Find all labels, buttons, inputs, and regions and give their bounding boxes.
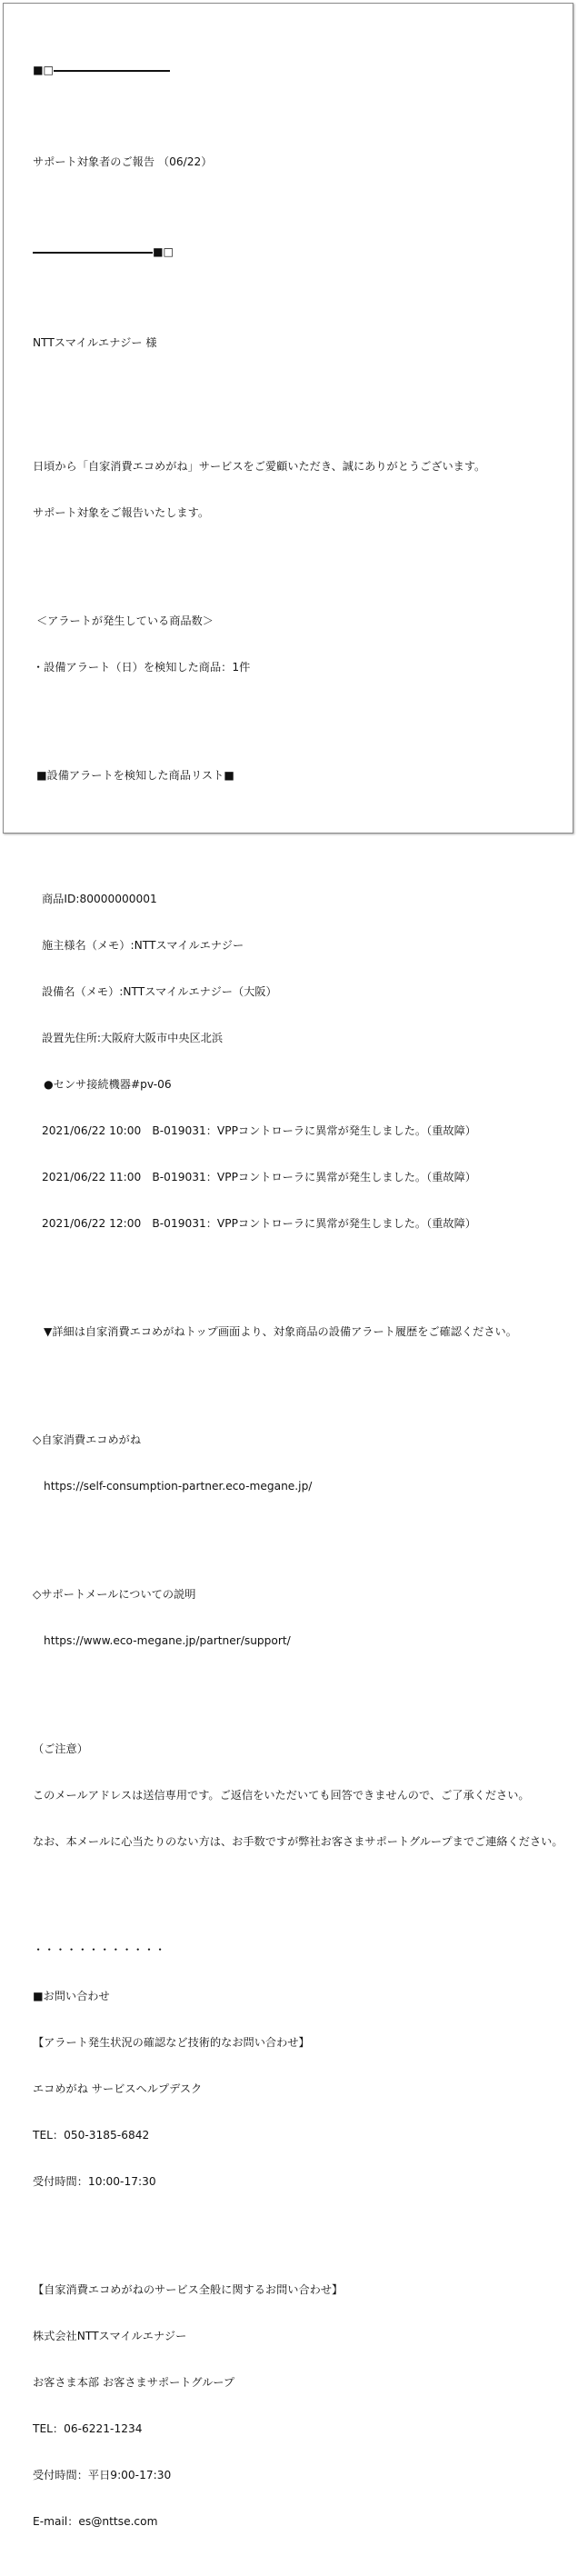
alert-count-heading: ＜アラートが発生している商品数＞ bbox=[36, 614, 214, 627]
alert-entry: 2021/06/22 11:00 B-019031：VPPコントローラに異常が発生しました。（重故障） bbox=[42, 1171, 476, 1183]
email-subject: サポート対象者のご報告 （06/22） bbox=[33, 155, 213, 168]
service-url-link[interactable]: https://self-consumption-partner.eco-megane.jp/ bbox=[44, 1480, 313, 1493]
service-link-label: ◇自家消費エコめがね bbox=[33, 1433, 142, 1446]
alert-entry: 2021/06/22 10:00 B-019031：VPPコントローラに異常が発生しました。（重故障） bbox=[42, 1124, 476, 1137]
department-name: お客さま本部 お客さまサポートグループ bbox=[33, 2376, 235, 2389]
spacer bbox=[33, 2221, 569, 2236]
general-contact-heading: 【自家消費エコめがねのサービス全般に関するお問い合わせ】 bbox=[33, 2283, 344, 2296]
support-url-link[interactable]: https://www.eco-megane.jp/partner/support/ bbox=[44, 1634, 291, 1647]
spacer bbox=[33, 552, 569, 567]
spacer bbox=[33, 814, 569, 845]
intro-line-2: サポート対象をご報告いたします。 bbox=[33, 506, 210, 519]
support-link-label: ◇サポートメールについての説明 bbox=[33, 1588, 196, 1601]
intro-line-1: 日頃から「自家消費エコめがね」サービスをご愛顧いただき、誠にありがとうございます。 bbox=[33, 460, 486, 473]
product-address: 設置先住所:大阪府大阪市中央区北浜 bbox=[42, 1032, 224, 1044]
sensor-device: ●センサ接続機器#pv-06 bbox=[44, 1078, 172, 1091]
tech-hours: 受付時間：10:00-17:30 bbox=[33, 2175, 156, 2188]
spacer bbox=[33, 1525, 569, 1541]
contact-heading: ■お問い合わせ bbox=[33, 1990, 110, 2002]
general-tel: TEL：06-6221-1234 bbox=[33, 2422, 143, 2435]
notice-line-1: このメールアドレスは送信専用です。ご返信をいただいても回答できませんので、ご了承ください。 bbox=[33, 1789, 530, 1802]
notice-heading: （ご注意） bbox=[33, 1742, 88, 1755]
spacer bbox=[33, 109, 569, 124]
header-top-marks: ■□ bbox=[33, 64, 55, 76]
alert-count-item: ・設備アラート（日）を検知した商品：1件 bbox=[33, 661, 251, 674]
spacer bbox=[33, 1371, 569, 1386]
contact-email[interactable]: E-mail：es@nttse.com bbox=[33, 2515, 158, 2528]
spacer bbox=[33, 1680, 569, 1695]
company-name: 株式会社NTTスマイルエナジー bbox=[33, 2330, 187, 2342]
notice-line-2: なお、本メールに心当たりのない方は、お手数ですが弊社お客さまサポートグループまでご連絡ください。 bbox=[33, 1835, 563, 1848]
general-hours: 受付時間：平日9:00-17:30 bbox=[33, 2469, 172, 2481]
product-owner: 施主様名（メモ）:NTTスマイルエナジー bbox=[42, 939, 244, 952]
email-frame bbox=[3, 3, 573, 2528]
email-body bbox=[33, 16, 569, 2576]
tech-desk-name: エコめがね サービスヘルプデスク bbox=[33, 2082, 203, 2095]
tech-tel: TEL：050-3185-6842 bbox=[33, 2129, 150, 2142]
alert-entry: 2021/06/22 12:00 B-019031：VPPコントローラに異常が発生しました。（重故障） bbox=[42, 1217, 476, 1230]
product-list-heading: ■設備アラートを検知した商品リスト■ bbox=[36, 769, 234, 782]
header-bottom-marks: ■□ bbox=[153, 245, 174, 258]
top-rule-line bbox=[54, 70, 170, 72]
separator-dots: ・・・・・・・・・・・・ bbox=[33, 1943, 166, 1956]
header-bottom-rule bbox=[33, 245, 569, 260]
tech-contact-heading: 【アラート発生状況の確認など技術的なお問い合わせ】 bbox=[33, 2036, 310, 2049]
spacer bbox=[33, 382, 569, 413]
spacer bbox=[33, 706, 569, 722]
recipient: NTTスマイルエナジー 様 bbox=[33, 336, 157, 349]
detail-note: ▼詳細は自家消費エコめがねトップ画面より、対象商品の設備アラート履歴をご確認ください。 bbox=[44, 1325, 517, 1338]
spacer bbox=[33, 1263, 569, 1278]
spacer bbox=[33, 201, 569, 214]
product-equipment: 設備名（メモ）:NTTスマイルエナジー（大阪） bbox=[42, 985, 277, 998]
spacer bbox=[33, 291, 569, 305]
header-top-rule bbox=[33, 63, 569, 78]
product-id: 商品ID:80000000001 bbox=[42, 893, 157, 905]
spacer bbox=[33, 1881, 569, 1896]
bottom-rule-line bbox=[33, 252, 153, 254]
